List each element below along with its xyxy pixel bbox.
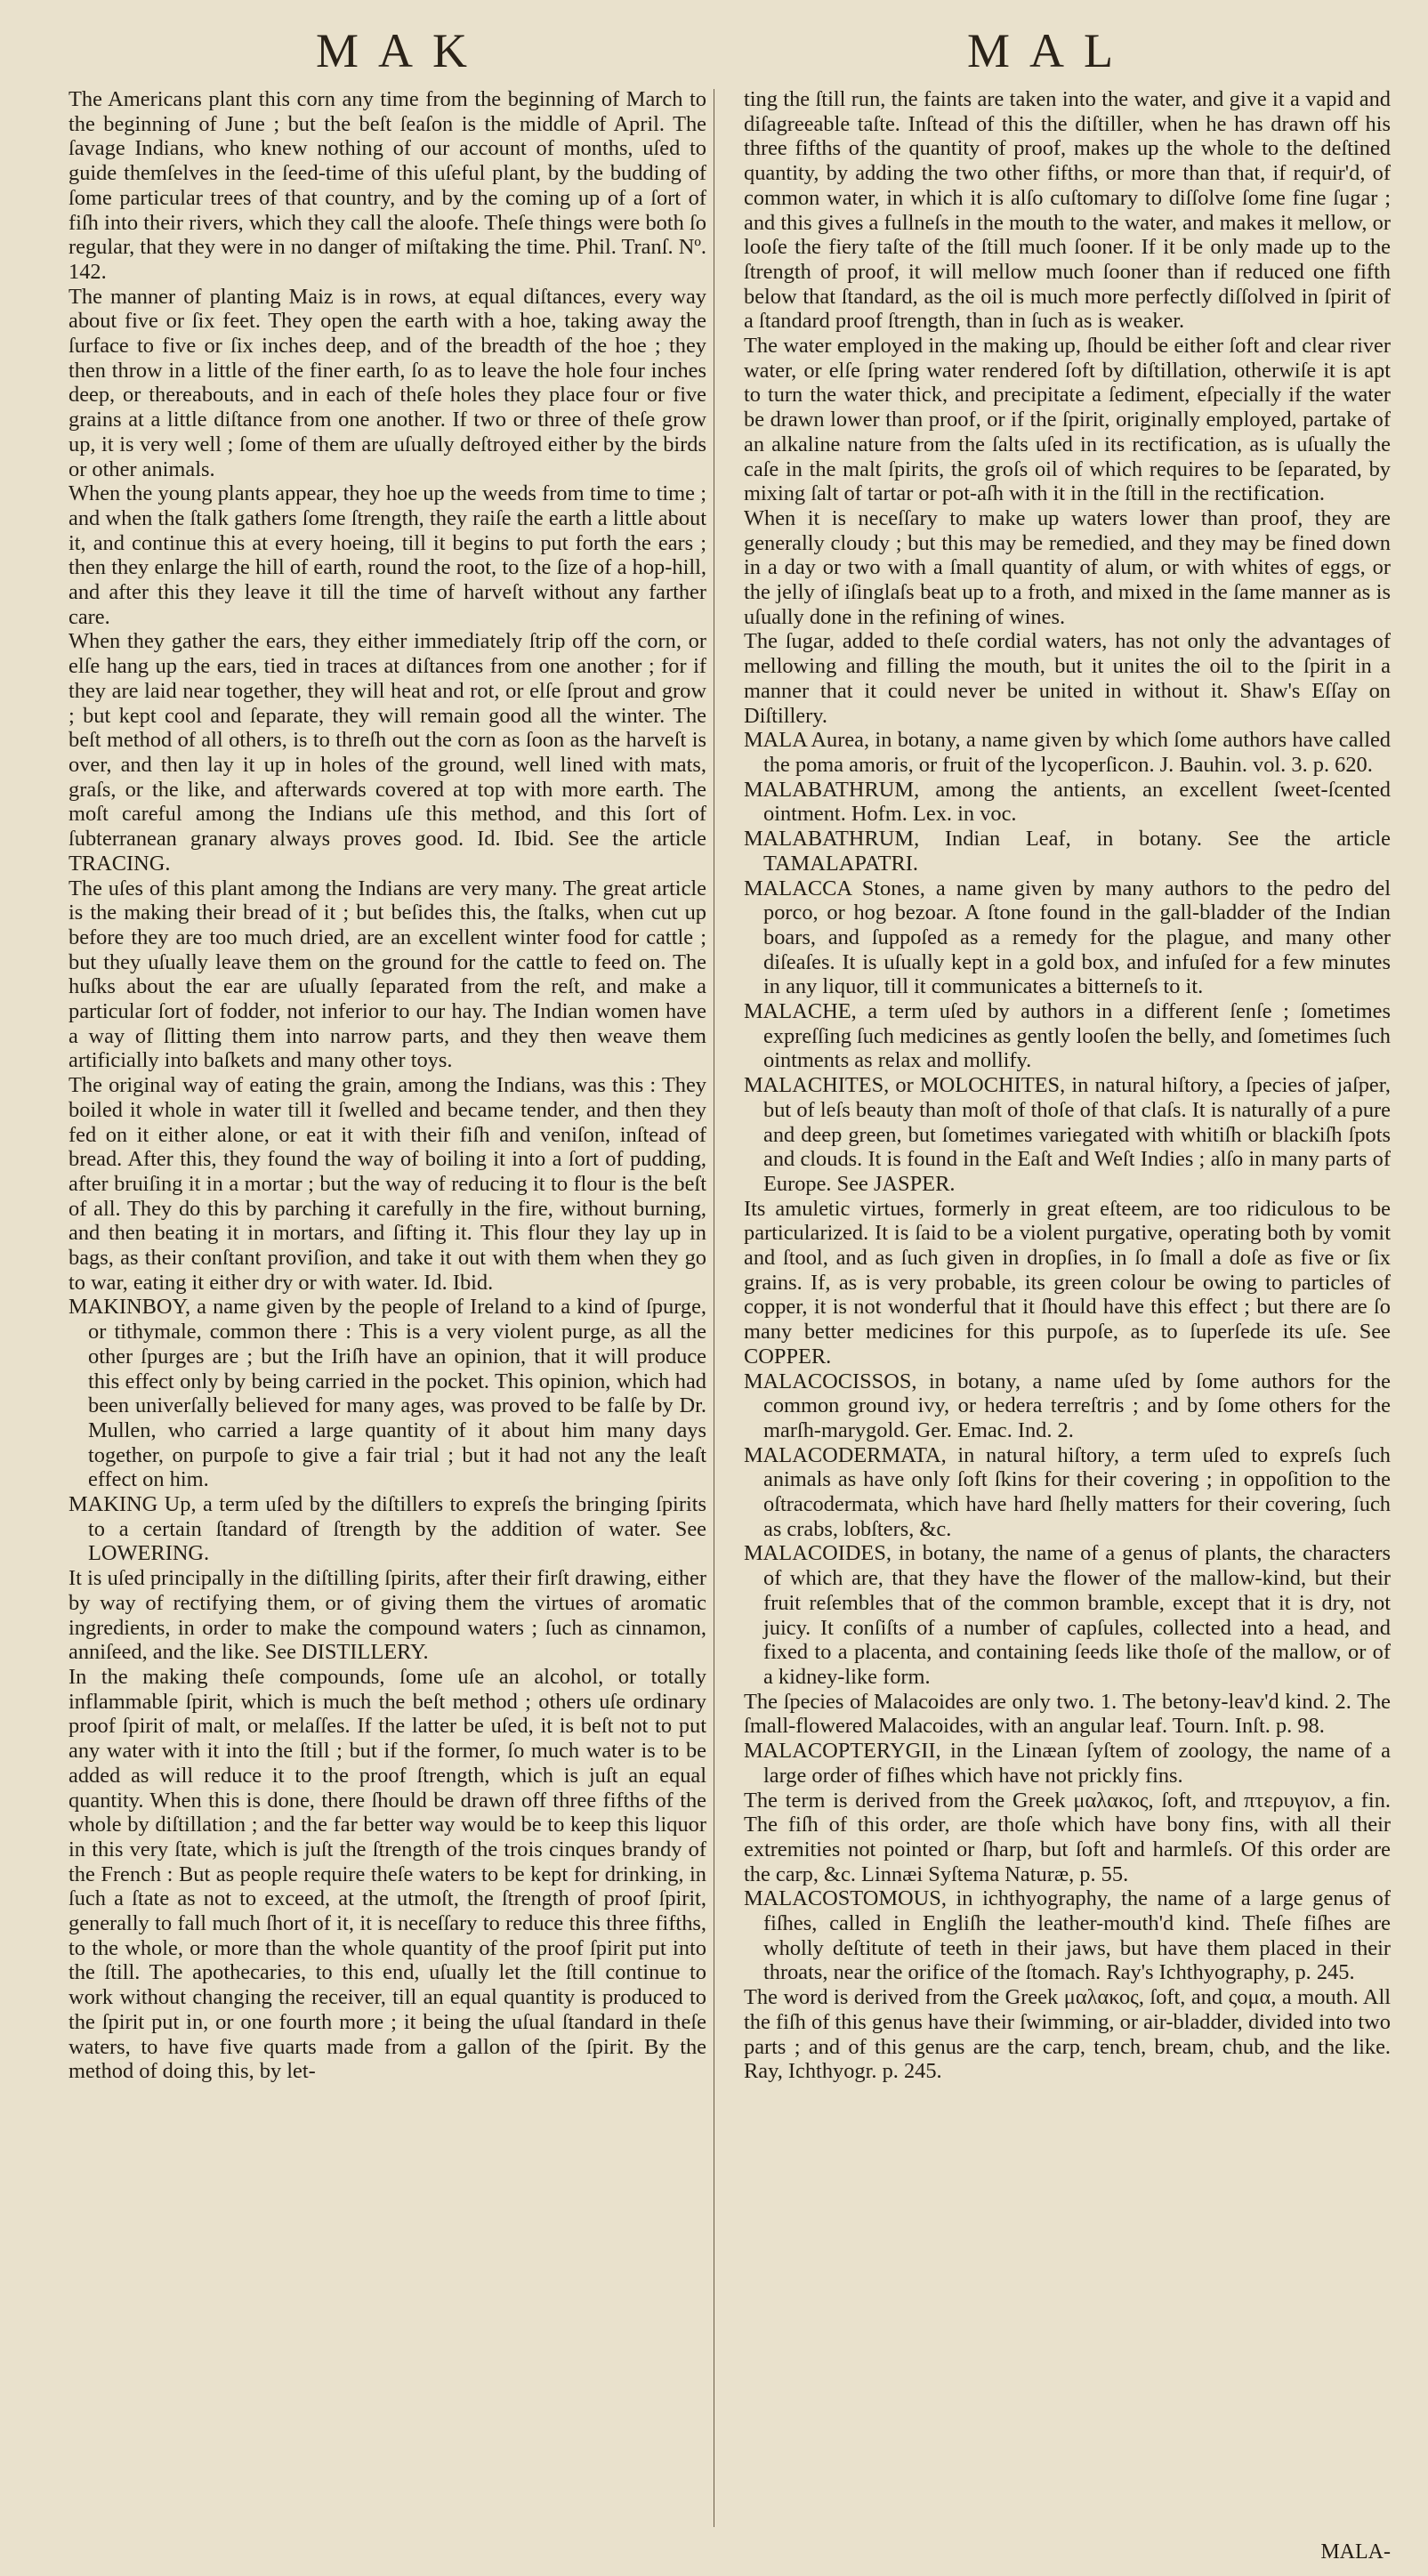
running-head-right: MAL bbox=[967, 24, 1133, 77]
paragraph: MALACHITES, or MOLOCHITES, in natural hiſtory, a ſpecies of jaſper, but of leſs beauty than moſt of thoſe of that claſs. It is naturally of a pure and deep green, but ſometimes variegated with whitiſh or blackiſh ſpots and clouds. It is found in the Eaſt and Weſt Indies ; alſo in many parts of Europe. See JASPER. bbox=[744, 1073, 1391, 1196]
catchword: MALA- bbox=[1320, 2540, 1391, 2564]
paragraph: MALA Aurea, in botany, a name given by which ſome authors have called the poma amoris, or fruit of the lycoperſicon. J. Bauhin. vol. 3. p. 620. bbox=[744, 728, 1391, 777]
paragraph: It is uſed principally in the diſtilling ſpirits, after their firſt drawing, either by way of rectifying them, or of giving them the virtues of aromatic ingredients, in order to make the compound waters ; ſuch as cinnamon, anniſeed, and the like. See DISTILLERY. bbox=[69, 1566, 706, 1665]
paragraph: MALABATHRUM, Indian Leaf, in botany. See the article TAMALAPATRI. bbox=[744, 827, 1391, 876]
paragraph: Its amuletic virtues, formerly in great eſteem, are too ridiculous to be particularized. It is ſaid to be a violent purgative, operating both by vomit and ſtool, and as ſuch given in dropſies, in ſo ſmall a doſe as five or ſix grains. If, as is very probable, its green colour be owing to particles of copper, it is not wonderful that it ſhould have this effect ; but there are ſo many better medicines for this purpoſe, as to ſuperſede its uſe. See COPPER. bbox=[744, 1196, 1391, 1369]
paragraph: The manner of planting Maiz is in rows, at equal diſtances, every way about five or ſix feet. They open the earth with a hoe, taking away the ſurface to five or ſix inches deep, and of the breadth of the hoe ; they then throw in a little of the finer earth, ſo as to leave the hole four inches deep, or thereabouts, and in each of theſe holes they place four or five grains at a little diſtance from one another. If two or three of theſe grow up, it is very well ; ſome of them are uſually deſtroyed either by the birds or other animals. bbox=[69, 284, 706, 481]
paragraph: MALACOCISSOS, in botany, a name uſed by ſome authors for the common ground ivy, or hedera terreſtris ; and by ſome others for the marſh-marygold. Ger. Emac. Ind. 2. bbox=[744, 1369, 1391, 1442]
right-column bbox=[744, 87, 1391, 2084]
paragraph: MAKINBOY, a name given by the people of Ireland to a kind of ſpurge, or tithymale, common there : This is a very violent purge, as all the other ſpurges are ; but the Iriſh have an opinion, that it will produce this effect only by being carried in the pocket. This opinion, which had been univerſally believed for many ages, was proved to be falſe by Dr. Mullen, who carried a large quantity of it about him many days together, on purpoſe to give a fair trial ; but it had not any the leaſt effect on him. bbox=[69, 1295, 706, 1492]
paragraph: MALACCA Stones, a name given by many authors to the pedro del porco, or hog bezoar. A ſtone found in the gall-bladder of the Indian boars, and ſuppoſed as a remedy for the plague, and many other diſeaſes. It is uſually kept in a gold box, and infuſed for a few minutes in any liquor, till it communicates a bitterneſs to it. bbox=[744, 876, 1391, 999]
paragraph: MALACOSTOMOUS, in ichthyography, the name of a large genus of fiſhes, called in Engliſh the leather-mouth'd kind. Theſe fiſhes are wholly deſtitute of teeth in their jaws, but have them placed in their throats, near the orifice of the ſtomach. Ray's Ichthyography, p. 245. bbox=[744, 1886, 1391, 1985]
paragraph: In the making theſe compounds, ſome uſe an alcohol, or totally inflammable ſpirit, which is much the beſt method ; others uſe ordinary proof ſpirit of malt, or melaſſes. If the latter be uſed, it is beſt not to put any water with it into the ſtill ; but if the former, ſo much water is to be added as will reduce it to the proof ſtrength, which is juſt an equal quantity. When this is done, there ſhould be drawn off three fifths of the whole by diſtillation ; and the far better way would be to keep this liquor in this very ſtate, which is juſt the ſtrength of the trois cinques brandy of the French : But as people require theſe waters to be kept for drinking, in ſuch a ſtate as not to exceed, at the utmoſt, the ſtrength of proof ſpirit, generally to fall much ſhort of it, it is neceſſary to reduce this three fifths, to the whole, or more than the whole quantity of the proof ſpirit put into the ſtill. The apothecaries, to this end, uſually let the ſtill continue to work without changing the receiver, till an equal quantity is produced to the ſpirit put in, or one fourth more ; it being the uſual ſtandard in theſe waters, to have five quarts made from a gallon of the ſpirit. By the method of doing this, by let- bbox=[69, 1665, 706, 2084]
paragraph: MALACOIDES, in botany, the name of a genus of plants, the characters of which are, that they have the flower of the mallow-kind, but their fruit reſembles that of the common bramble, except that it is dry, not juicy. It conſiſts of a number of capſules, collected into a head, and fixed to a placenta, and containing ſeeds like thoſe of the mallow, or of a kidney-like form. bbox=[744, 1541, 1391, 1689]
paragraph: MALACOPTERYGII, in the Linæan ſyſtem of zoology, the name of a large order of fiſhes which have not prickly fins. bbox=[744, 1739, 1391, 1788]
paragraph: The ſpecies of Malacoides are only two. 1. The betony-leav'd kind. 2. The ſmall-flowered Malacoides, with an angular leaf. Tourn. Inſt. p. 98. bbox=[744, 1689, 1391, 1739]
paragraph: The original way of eating the grain, among the Indians, was this : They boiled it whole in water till it ſwelled and became tender, and then they fed on it either alone, or eat it with their fiſh and veniſon, inſtead of bread. After this, they found the way of boiling it into a ſort of pudding, after bruiſing it in a mortar ; but the way of reducing it to flour is the beſt of all. They do this by parching it carefully in the fire, without burning, and then beating it in mortars, and ſifting it. This flour they lay up in bags, as their conſtant proviſion, and take it out with them when they go to war, eating it either dry or with water. Id. Ibid. bbox=[69, 1073, 706, 1295]
paragraph: When the young plants appear, they hoe up the weeds from time to time ; and when the ſtalk gathers ſome ſtrength, they raiſe the earth a little about it, and continue this at every hoeing, till it begins to put forth the ears ; then they enlarge the hill of earth, round the root, to the ſize of a hop-hill, and after this they leave it till the time of harveſt without any farther care. bbox=[69, 481, 706, 629]
paragraph: When it is neceſſary to make up waters lower than proof, they are generally cloudy ; but this may be remedied, and they may be fined down in a day or two with a ſmall quantity of alum, or with whites of eggs, or the jelly of iſinglaſs beat up to a froth, and mixed in the ſame manner as is uſually done in the refining of wines. bbox=[744, 505, 1391, 629]
paragraph: MALACODERMATA, in natural hiſtory, a term uſed to expreſs ſuch animals as have only ſoft ſkins for their covering ; in oppoſition to the oſtracodermata, which have hard ſhelly matters for their covering, ſuch as crabs, lobſters, &c. bbox=[744, 1442, 1391, 1541]
paragraph: When they gather the ears, they either immediately ſtrip off the corn, or elſe hang up the ears, tied in traces at diſtances from one another ; for if they are laid near together, they will heat and rot, or elſe ſprout and grow ; but kept cool and ſeparate, they will remain good all the winter. The beſt method of all others, is to threſh out the corn as ſoon as the harveſt is over, and then lay it up in holes of the ground, well lined with mats, graſs, or the like, and afterwards covered at top with more earth. The moſt careful among the Indians uſe this method, and this ſort of ſubterranean granary always proves good. Id. Ibid. See the article TRACING. bbox=[69, 629, 706, 876]
paragraph: The term is derived from the Greek μαλακος, ſoft, and πτερυγιον, a fin. The fiſh of this order, are thoſe which have bony fins, with all their extremities not pointed or ſharp, but ſoft and harmleſs. Of this order are the carp, &c. Linnæi Syſtema Naturæ, p. 55. bbox=[744, 1788, 1391, 1886]
paragraph: MALACHE, a term uſed by authors in a different ſenſe ; ſometimes expreſſing ſuch medicines as gently looſen the belly, and ſometimes ſuch ointments as relax and mollify. bbox=[744, 999, 1391, 1073]
paragraph: ting the ſtill run, the faints are taken into the water, and give it a vapid and diſagreeable taſte. Inſtead of this the diſtiller, when he has drawn off his three fifths of the quantity of proof, makes up the whole to the deſtined quantity, by adding the two other fifths, or more than that, if requir'd, of common water, in which it is alſo cuſtomary to diſſolve ſome fine ſugar ; and this gives a fullneſs in the mouth to the water, and makes it mellow, or looſe the fiery taſte of the ſtill much ſooner. If it be only made up to the ſtrength of proof, it will mellow much ſooner than if reduced one fifth below that ſtandard, as the oil is much more perfectly diſſolved in ſpirit of a ſtandard proof ſtrength, than in ſuch as is weaker. bbox=[744, 87, 1391, 334]
left-column bbox=[69, 87, 706, 2084]
paragraph: The water employed in the making up, ſhould be either ſoft and clear river water, or elſe ſpring water rendered ſoft by diſtillation, otherwiſe it is apt to turn the water thick, and precipitate a ſediment, eſpecially if the water be drawn lower than proof, or if the ſpirit, originally employed, partake of an alkaline nature from the ſalts uſed in its rectification, as is uſually the caſe in the malt ſpirits, the groſs oil of which requires to be ſeparated, by mixing ſalt of tartar or pot-aſh with it in the ſtill in the rectification. bbox=[744, 334, 1391, 506]
paragraph: The Americans plant this corn any time from the beginning of March to the beginning of June ; but the beſt ſeaſon is the middle of April. The ſavage Indians, who knew nothing of our account of months, uſed to guide themſelves in the ſeed-time of this uſeful plant, by the budding of ſome particular trees of that country, and by the coming up of a ſort of fiſh into their rivers, which they call the aloofe. Theſe things were both ſo regular, that they were in no danger of miſtaking the time. Phil. Tranſ. Nº. 142. bbox=[69, 87, 706, 284]
paragraph: MALABATHRUM, among the antients, an excellent ſweet-ſcented ointment. Hofm. Lex. in voc. bbox=[744, 777, 1391, 827]
running-head-left: MAK bbox=[316, 24, 488, 77]
paragraph: MAKING Up, a term uſed by the diſtillers to expreſs the bringing ſpirits to a certain ſtandard of ſtrength by the addition of water. See LOWERING. bbox=[69, 1492, 706, 1566]
paragraph: The word is derived from the Greek μαλακος, ſoft, and ςομα, a mouth. All the fiſh of this genus have their ſwimming, or air-bladder, divided into two parts ; and of this genus are the carp, tench, bream, chub, and the like. Ray, Ichthyogr. p. 245. bbox=[744, 1985, 1392, 2084]
paragraph: The uſes of this plant among the Indians are very many. The great article is the making their bread of it ; but beſides this, the ſtalks, when cut up before they are too much dried, are an excellent winter food for cattle ; but they uſually leave them on the ground for the cattle to feed on. The huſks about the ear are uſually ſeparated from the reſt, and make a particular ſort of fodder, not inferior to our hay. The Indian women have a way of ſlitting them into narrow parts, and they then weave them artificially into baſkets and many other toys. bbox=[69, 876, 706, 1073]
paragraph: The ſugar, added to theſe cordial waters, has not only the advantages of mellowing and filling the mouth, but it unites the oil to the ſpirit in a manner that it could never be united in without it. Shaw's Eſſay on Diſtillery. bbox=[744, 629, 1391, 728]
